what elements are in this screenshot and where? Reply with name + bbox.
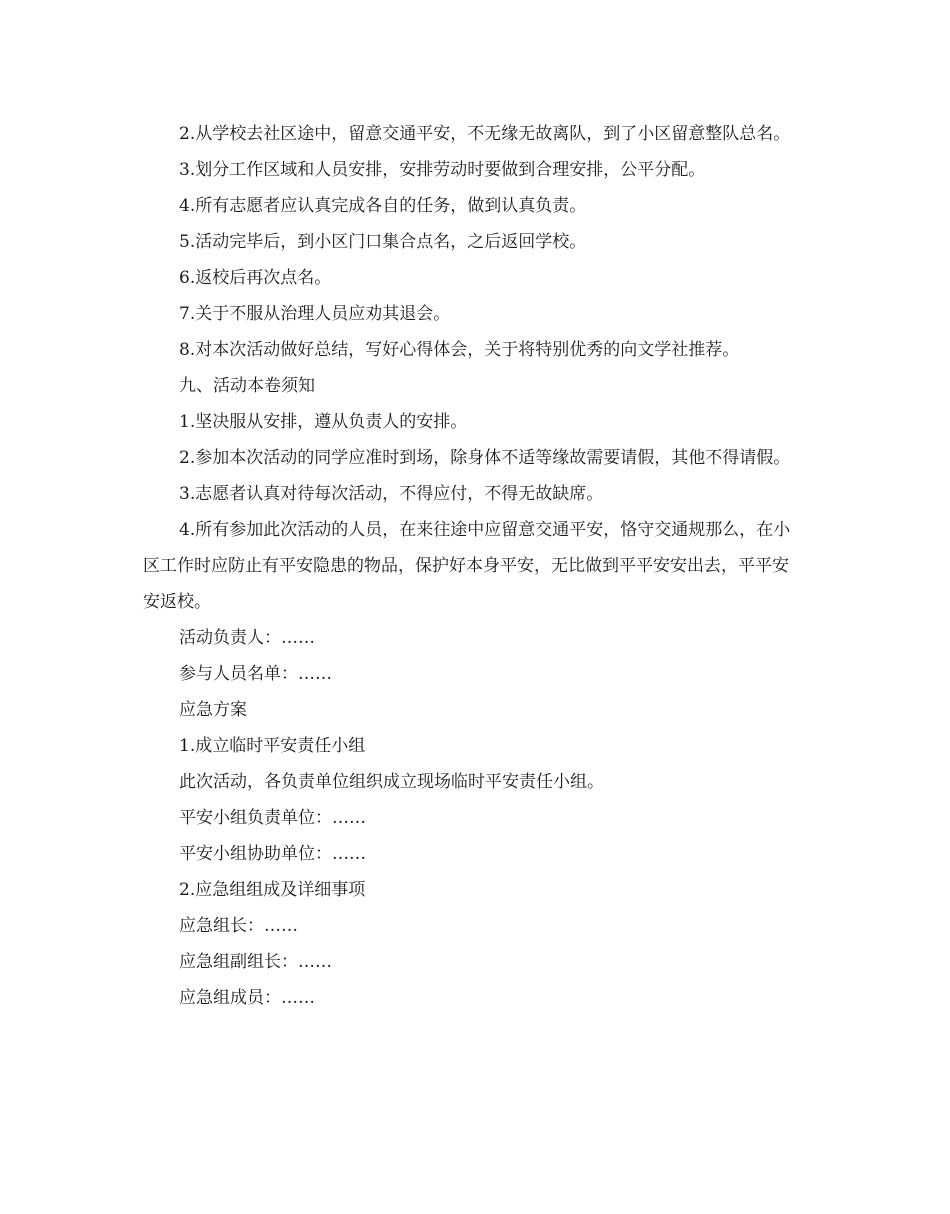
emergency-leader-line: 应急组长：…… bbox=[179, 916, 298, 936]
paragraph-8: 1.坚决服从安排，遵从负责人的安排。 bbox=[179, 412, 468, 432]
paragraph-1: 2.从学校去社区途中，留意交通平安，不无缘无故离队，到了小区留意整队总名。 bbox=[179, 124, 791, 144]
safety-group-assist-line: 平安小组协助单位：…… bbox=[179, 844, 366, 864]
paragraph-4: 5.活动完毕后，到小区门口集合点名，之后返回学校。 bbox=[179, 232, 587, 252]
activity-leader-line: 活动负责人：…… bbox=[179, 628, 315, 648]
paragraph-9: 2.参加本次活动的同学应准时到场，除身体不适等缘故需要请假，其他不得请假。 bbox=[179, 448, 791, 468]
paragraph-5: 6.返校后再次点名。 bbox=[179, 268, 332, 288]
emergency-plan-heading: 应急方案 bbox=[179, 700, 247, 720]
paragraph-10: 3.志愿者认真对待每次活动，不得应付，不得无故缺席。 bbox=[179, 484, 604, 504]
emergency-deputy-line: 应急组副组长：…… bbox=[179, 952, 332, 972]
paragraph-13: 此次活动，各负责单位组织成立现场临时平安责任小组。 bbox=[179, 772, 604, 792]
paragraph-12: 1.成立临时平安责任小组 bbox=[179, 736, 366, 756]
paragraph-11: 4.所有参加此次活动的人员，在来往途中应留意交通平安，恪守交通规那么，在小区工作时应防止有平安隐患的物品，保护好本身平安，无比做到平平安安出去，平平安安返校。 bbox=[143, 520, 791, 612]
section-heading: 九、活动本卷须知 bbox=[179, 376, 315, 396]
safety-group-unit-line: 平安小组负责单位：…… bbox=[179, 808, 366, 828]
paragraph-2: 3.划分工作区域和人员安排，安排劳动时要做到合理安排，公平分配。 bbox=[179, 160, 706, 180]
emergency-members-line: 应急组成员：…… bbox=[179, 988, 315, 1008]
document-body bbox=[143, 116, 803, 1016]
paragraph-14: 2.应急组组成及详细事项 bbox=[179, 880, 366, 900]
paragraph-3: 4.所有志愿者应认真完成各自的任务，做到认真负责。 bbox=[179, 196, 587, 216]
paragraph-7: 8.对本次活动做好总结，写好心得体会，关于将特别优秀的向文学社推荐。 bbox=[179, 340, 740, 360]
participant-list-line: 参与人员名单：…… bbox=[179, 664, 332, 684]
paragraph-6: 7.关于不服从治理人员应劝其退会。 bbox=[179, 304, 451, 324]
